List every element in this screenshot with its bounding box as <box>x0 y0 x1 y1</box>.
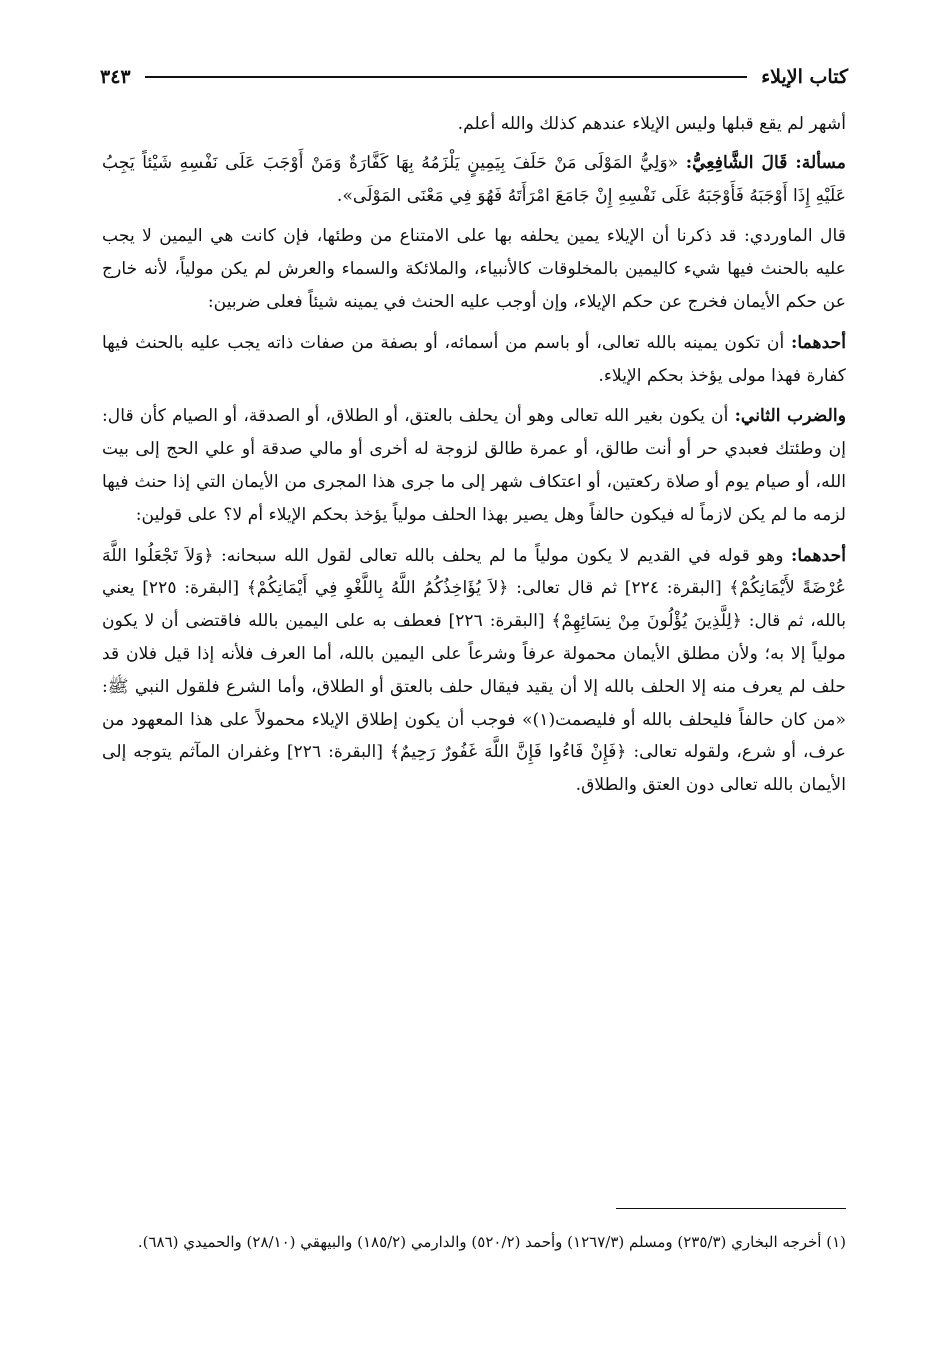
paragraph-continuation: أشهر لم يقع قبلها وليس الإيلاء عندهم كذلك والله أعلم. <box>457 114 846 134</box>
paragraph-lead: أحدهما: <box>790 332 846 353</box>
page-number: ٣٤٣ <box>100 66 131 88</box>
paragraph-first-opinion <box>102 540 846 802</box>
paragraph-lead: أحدهما: <box>790 545 846 566</box>
paragraph-second-type <box>102 400 846 531</box>
paragraph-text: «وَلِيُّ المَوْلَى مَنْ حَلَفَ بِيَمِينٍ يَلْزَمُهُ بِهَا كَفَّارَةٌ وَمَنْ أَوْجَبَ عَلَى نَفْسِهِ شَيْئاً يَجِبُ عَلَيْهِ إِذَا أَوْجَبَهُ فَأَوْجَبَهُ عَلَى نَفْسِهِ إِنْ جَامَعَ امْرَأَتَهُ فَهُوَ فِي مَعْنَى المَوْلَى». <box>102 152 846 206</box>
footnote-separator <box>616 1208 846 1209</box>
main-text <box>102 108 846 810</box>
footnote-1: (١) أخرجه البخاري (٢٣٥/٣) ومسلم (١٢٦٧/٣) وأحمد (٥٢٠/٢) والدارمي (١٨٥/٢) والبيهقي (٢٨/١٠) والحميدي (٦٨٦). <box>137 1233 846 1251</box>
paragraph-text: أن تكون يمينه بالله تعالى، أو باسم من أسمائه، أو بصفة من صفات ذاته يجب عليه بالحنث فيها كفارة فهذا مولى يؤخذ بحكم الإيلاء. <box>102 332 846 386</box>
paragraph-text: وهو قوله في القديم لا يكون مولياً ما لم يحلف بالله تعالى لقول الله سبحانه: ﴿وَلاَ تَجْعَلُوا اللَّهَ عُرْضَةً لأَيْمَانِكُمْ﴾ [البقرة: ٢٢٤] ثم قال تعالى: ﴿لاَ يُؤَاخِذُكُمُ اللَّهُ بِاللَّغْوِ فِي أَيْمَانِكُمْ﴾ [البقرة: ٢٢٥] يعني بالله، ثم قال: ﴿لِلَّذِينَ يُؤْلُونَ مِنْ نِسَائِهِمْ﴾ [البقرة: ٢٢٦] فعطف به على اليمين بالله فاقتضى أن لا يكون مولياً إلا به؛ ولأن مطلق الأيمان محمولة عرفاً وشرعاً على اليمين بالله، أما العرف فلأنه إذا قيل فلان قد حلف لم يعرف منه إلا الحلف بالله إلا أن يقيد فيقال حلف بالعتق أو الطلاق، وأما الشرع فلقول النبي ﷺ: «من كان حالفاً فليحلف بالله أو فليصمت(١)» فوجب أن يكون إطلاق الإيلاء محمولاً على هذا المعهود من عرف، أو شرع، ولقوله تعالى: ﴿فَإِنْ فَاءُوا فَإِنَّ اللَّهَ غَفُورٌ رَحِيمٌ﴾ [البقرة: ٢٢٦] وغفران المآثم يتوجه إلى الأيمان بالله تعالى دون العتق والطلاق. <box>102 545 846 796</box>
paragraph-mawardi: قال الماوردي: قد ذكرنا أن الإيلاء يمين يحلفه بها على الامتناع من وطئها، فإن كانت هي اليمين لا يجب عليه بالحنث فيها شيء كاليمين بالمخلوقات كالأنبياء، والملائكة والسماء والعرش لم يكن مولياً، لأنه خارج عن حكم الأيمان فخرج عن حكم الإيلاء، وإن أوجب عليه الحنث في يمينه شيئاً فعلى ضربين: <box>102 226 846 312</box>
paragraph-lead: مسألة: قَالَ الشَّافِعِيُّ: <box>685 152 846 173</box>
chapter-title: كتاب الإيلاء <box>761 66 848 88</box>
paragraph-lead: والضرب الثاني: <box>734 406 846 427</box>
paragraph-text: أن يكون بغير الله تعالى وهو أن يحلف بالعتق، أو الطلاق، أو الصدقة، أو الصيام كأن قال: إن وطئتك فعبدي حر أو أنت طالق، أو عمرة طالق لزوجة له أخرى أو مالي صدقة أو علي الحج إلى بيت الله، أو صيام يوم أو صلاة ركعتين، أو اعتكاف شهر إلى ما جرى هذا المجرى من الأيمان التي إذا حنث فيها لزمه ما لم يكن لازماً له فيكون حالفاً وهل يصير بهذا الحلف مولياً يؤخذ بحكم الإيلاء أم لا؟ على قولين: <box>102 406 846 525</box>
header-rule <box>145 76 748 78</box>
running-header <box>100 60 848 94</box>
paragraph-masala <box>102 147 846 213</box>
footnotes <box>102 1230 846 1255</box>
paragraph-first-type <box>102 327 846 393</box>
